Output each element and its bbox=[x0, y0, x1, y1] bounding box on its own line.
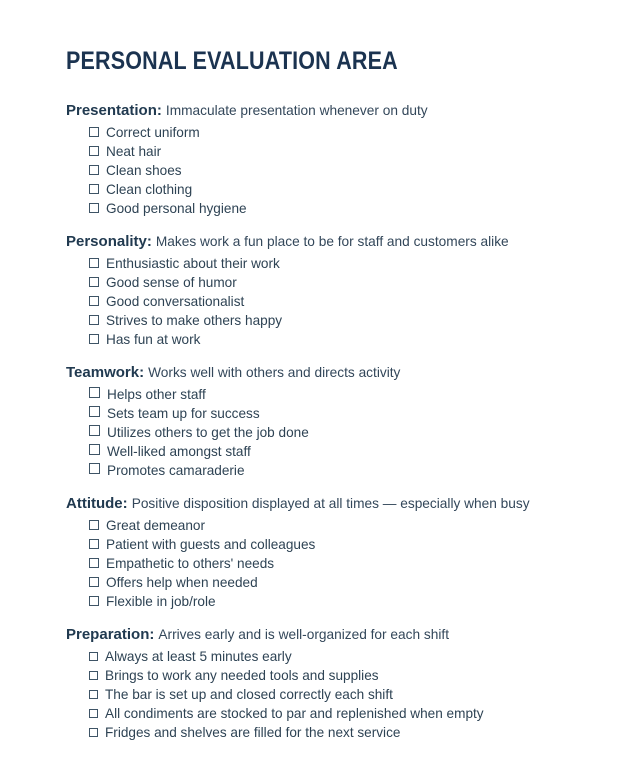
page-title: PERSONAL EVALUATION AREA bbox=[66, 47, 398, 75]
list-item[interactable] bbox=[89, 442, 572, 461]
list-item[interactable] bbox=[89, 516, 572, 535]
checklist-personality bbox=[66, 254, 572, 349]
checkbox-icon[interactable] bbox=[89, 709, 98, 718]
section-title-preparation: Preparation: bbox=[66, 626, 155, 644]
checkbox-icon[interactable] bbox=[89, 577, 99, 587]
list-item[interactable] bbox=[89, 647, 572, 666]
section-description-personality: Makes work a fun place to be for staff and customers alike bbox=[155, 234, 509, 250]
section-preparation bbox=[66, 625, 572, 742]
checklist-presentation bbox=[66, 123, 572, 218]
list-item[interactable] bbox=[89, 311, 572, 330]
list-item[interactable] bbox=[89, 704, 572, 723]
list-item-label: Patient with guests and colleagues bbox=[106, 537, 316, 553]
checkbox-icon[interactable] bbox=[89, 165, 99, 175]
list-item-label: Fridges and shelves are filled for the next service bbox=[105, 725, 401, 741]
list-item[interactable] bbox=[89, 592, 572, 611]
list-item-label: Enthusiastic about their work bbox=[106, 256, 280, 272]
list-item[interactable] bbox=[89, 685, 572, 704]
list-item[interactable] bbox=[89, 142, 572, 161]
checkbox-icon[interactable] bbox=[89, 315, 99, 325]
list-item-label: Offers help when needed bbox=[106, 575, 258, 591]
checkbox-icon[interactable] bbox=[89, 184, 99, 194]
checklist-attitude bbox=[66, 516, 572, 611]
checkbox-icon[interactable] bbox=[89, 203, 99, 213]
list-item[interactable] bbox=[89, 554, 572, 573]
list-item-label: All condiments are stocked to par and replenished when empty bbox=[105, 706, 484, 722]
checkbox-icon[interactable] bbox=[89, 520, 99, 530]
list-item[interactable] bbox=[89, 161, 572, 180]
list-item-label: Neat hair bbox=[106, 144, 162, 160]
list-item[interactable] bbox=[89, 330, 572, 349]
checkbox-icon[interactable] bbox=[89, 728, 98, 737]
checkbox-icon[interactable] bbox=[89, 652, 98, 661]
checklist-preparation bbox=[66, 647, 572, 742]
list-item[interactable] bbox=[89, 273, 572, 292]
list-item-label: Good personal hygiene bbox=[106, 201, 247, 217]
checkbox-icon[interactable] bbox=[89, 671, 98, 680]
section-personality bbox=[66, 232, 572, 349]
section-description-presentation: Immaculate presentation whenever on duty bbox=[165, 103, 428, 119]
checkbox-icon[interactable] bbox=[89, 558, 99, 568]
checkbox-icon[interactable] bbox=[89, 463, 100, 474]
section-title-teamwork: Teamwork: bbox=[66, 364, 145, 382]
list-item-label: Well-liked amongst staff bbox=[107, 444, 251, 460]
list-item[interactable] bbox=[89, 723, 572, 742]
list-item-label: Sets team up for success bbox=[107, 406, 260, 422]
checkbox-icon[interactable] bbox=[89, 296, 99, 306]
list-item-label: Strives to make others happy bbox=[106, 313, 283, 329]
list-item-label: Correct uniform bbox=[106, 125, 200, 141]
list-item-label: Clean clothing bbox=[106, 182, 193, 198]
list-item-label: Flexible in job/role bbox=[106, 594, 216, 610]
section-heading-presentation bbox=[66, 101, 572, 121]
section-title-presentation: Presentation: bbox=[66, 102, 162, 120]
list-item-label: Utilizes others to get the job done bbox=[107, 425, 309, 441]
checkbox-icon[interactable] bbox=[89, 406, 100, 417]
list-item[interactable] bbox=[89, 423, 572, 442]
list-item[interactable] bbox=[89, 254, 572, 273]
list-item-label: Always at least 5 minutes early bbox=[105, 649, 292, 665]
checkbox-icon[interactable] bbox=[89, 146, 99, 156]
checkbox-icon[interactable] bbox=[89, 387, 100, 398]
section-heading-attitude bbox=[66, 494, 572, 514]
list-item[interactable] bbox=[89, 573, 572, 592]
checkbox-icon[interactable] bbox=[89, 539, 99, 549]
section-title-personality: Personality: bbox=[66, 233, 152, 251]
checklist-teamwork bbox=[66, 385, 572, 480]
list-item-label: Brings to work any needed tools and supplies bbox=[105, 668, 379, 684]
section-teamwork bbox=[66, 363, 572, 480]
section-presentation bbox=[66, 101, 572, 218]
list-item[interactable] bbox=[89, 404, 572, 423]
list-item[interactable] bbox=[89, 666, 572, 685]
checkbox-icon[interactable] bbox=[89, 277, 99, 287]
checkbox-icon[interactable] bbox=[89, 127, 99, 137]
evaluation-sections-container bbox=[66, 101, 572, 742]
list-item-label: Has fun at work bbox=[106, 332, 201, 348]
section-description-teamwork: Works well with others and directs activity bbox=[148, 365, 401, 381]
list-item[interactable] bbox=[89, 535, 572, 554]
section-description-attitude: Positive disposition displayed at all times — especially when busy bbox=[131, 496, 530, 512]
section-heading-preparation bbox=[66, 625, 572, 645]
checkbox-icon[interactable] bbox=[89, 425, 100, 436]
list-item-label: Promotes camaraderie bbox=[107, 463, 245, 479]
list-item[interactable] bbox=[89, 461, 572, 480]
section-heading-teamwork bbox=[66, 363, 572, 383]
list-item[interactable] bbox=[89, 180, 572, 199]
list-item-label: Helps other staff bbox=[107, 387, 206, 403]
list-item-label: Empathetic to others' needs bbox=[106, 556, 275, 572]
checkbox-icon[interactable] bbox=[89, 596, 99, 606]
section-description-preparation: Arrives early and is well-organized for each shift bbox=[158, 627, 449, 643]
list-item[interactable] bbox=[89, 292, 572, 311]
list-item[interactable] bbox=[89, 385, 572, 404]
list-item[interactable] bbox=[89, 199, 572, 218]
checkbox-icon[interactable] bbox=[89, 444, 100, 455]
list-item[interactable] bbox=[89, 123, 572, 142]
list-item-label: Good conversationalist bbox=[106, 294, 245, 310]
checkbox-icon[interactable] bbox=[89, 690, 98, 699]
section-attitude bbox=[66, 494, 572, 611]
list-item-label: Great demeanor bbox=[106, 518, 205, 534]
list-item-label: Good sense of humor bbox=[106, 275, 237, 291]
list-item-label: The bar is set up and closed correctly each shift bbox=[105, 687, 393, 703]
section-title-attitude: Attitude: bbox=[66, 495, 128, 513]
checkbox-icon[interactable] bbox=[89, 258, 99, 268]
checkbox-icon[interactable] bbox=[89, 334, 99, 344]
section-heading-personality bbox=[66, 232, 572, 252]
list-item-label: Clean shoes bbox=[106, 163, 182, 179]
